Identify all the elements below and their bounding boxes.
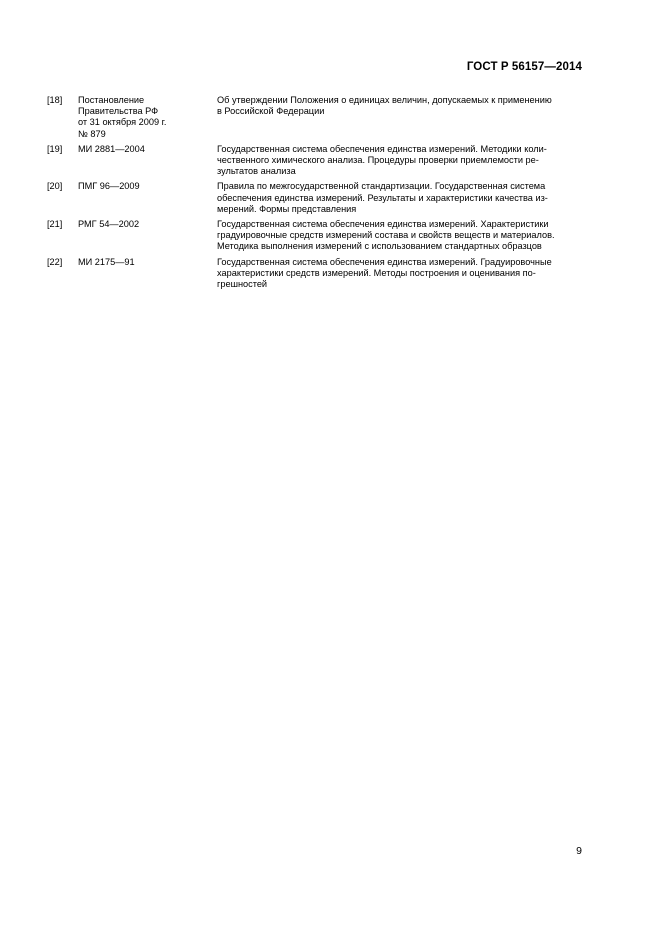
reference-title [217,181,582,215]
reference-title-line: грешностей [217,279,268,290]
reference-document-line: МИ 2175—91 [78,256,135,267]
reference-number: [20] [47,181,63,192]
reference-title-line: чественного химического анализа. Процедуры проверки приемлемости ре- [217,155,539,166]
reference-item-18 [47,95,582,140]
reference-document [78,257,217,291]
reference-title [217,219,582,253]
reference-item-21 [47,219,582,253]
reference-title-line: Об утверждении Положения о единицах величин, допускаемых к применению [217,95,552,105]
reference-item-19 [47,144,582,178]
reference-document-line: Постановление [78,95,145,105]
reference-number: [21] [47,219,63,230]
reference-document [78,144,217,178]
reference-title-line: Государственная система обеспечения единства измерений. Характеристики [217,219,549,230]
page-number: 9 [576,845,582,857]
reference-document-line: ПМГ 96—2009 [78,181,140,192]
document-standard-header: ГОСТ Р 56157—2014 [466,61,582,73]
reference-title [217,95,582,140]
reference-document [78,181,217,215]
bibliography-list [47,95,582,294]
reference-number: [22] [47,256,63,267]
reference-title-line: мерений. Формы представления [217,203,357,214]
reference-document-line: Правительства РФ [78,106,159,117]
reference-title-line: обеспечения единства измерений. Результаты и характеристики качества из- [217,192,548,203]
reference-document-line: МИ 2881—2004 [78,143,145,154]
reference-title-line: в Российской Федерации [217,106,325,117]
reference-title-line: Правила по межгосударственной стандартизации. Государственная система [217,181,546,192]
reference-title-line: Методика выполнения измерений с использованием стандартных образцов [217,241,542,252]
reference-document-line: РМГ 54—2002 [78,219,140,230]
reference-title-line: характеристики средств измерений. Методы построения и оценивания по- [217,267,536,278]
reference-title-line: зультатов анализа [217,166,296,177]
reference-item-22 [47,257,582,291]
reference-title-line: градуировочные средств измерений состава и свойств веществ и материалов. [217,230,555,241]
reference-title [217,144,582,178]
reference-title-line: Государственная система обеспечения единства измерений. Градуировочные [217,256,552,267]
reference-title-line: Государственная система обеспечения единства измерений. Методики коли- [217,143,547,154]
reference-document [78,95,217,140]
reference-number: [18] [47,95,63,105]
reference-document [78,219,217,253]
reference-document-line: № 879 [78,128,106,139]
reference-document-line: от 31 октября 2009 г. [78,117,167,128]
reference-number: [19] [47,143,63,154]
reference-item-20 [47,181,582,215]
reference-title [217,257,582,291]
